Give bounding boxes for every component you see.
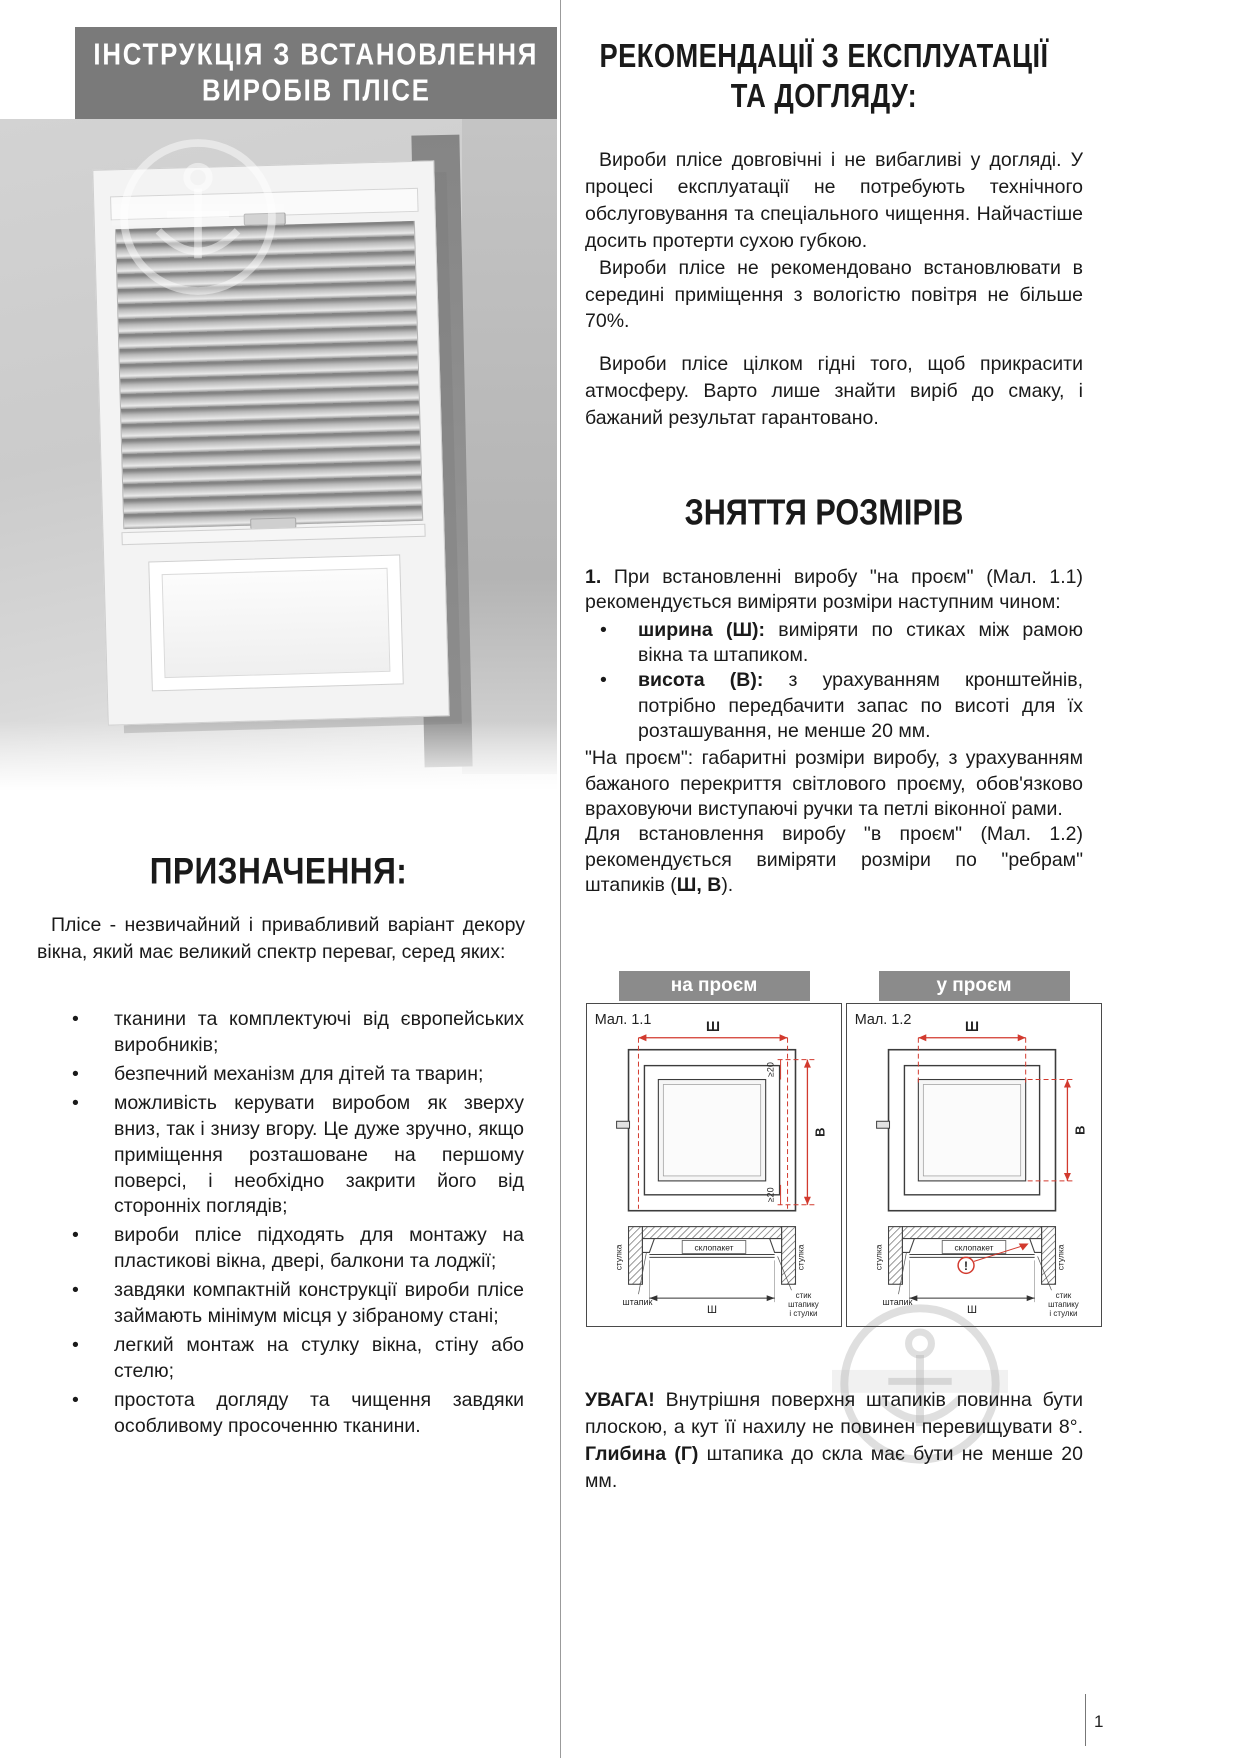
dim-width-bottom-label: Ш: [707, 1304, 718, 1317]
purpose-item: [72, 1007, 524, 1059]
depth-term: Глибина (Г): [585, 1442, 699, 1465]
purpose-intro: Плісе - незвичайний і привабливий варіант декору вікна, який має великий спектр переваг, серед яких:: [37, 914, 525, 963]
joint-label: штапику: [788, 1300, 819, 1310]
width-definition: виміряти по стиках між рамою вікна та штапиком.: [638, 618, 1084, 667]
footer-divider: [1085, 1694, 1086, 1746]
attention-text-1: Внутрішня поверхня штапиків повинна бути плоскою, а кут її нахилу не повинен перевищувати 8°.: [585, 1389, 1083, 1438]
banner-title-line1: ІНСТРУКЦІЯ З ВСТАНОВЛЕННЯ: [93, 37, 539, 71]
bullet-marker: •: [600, 618, 607, 641]
min20-label: ≥20: [765, 1062, 776, 1078]
bullet-marker: •: [72, 1279, 79, 1302]
care-paragraph-3: Вироби плісе цілком гідні того, щоб прикрасити атмосферу. Варто лише знайти виріб до смаку, і бажаний результат гарантовано.: [585, 353, 1083, 430]
purpose-item: [72, 1278, 524, 1330]
purpose-list: [72, 1007, 524, 1443]
window-diagram-fig2: [847, 1004, 1101, 1326]
glazing-label: склопакет: [954, 1242, 994, 1253]
min20-label: ≥20: [765, 1187, 776, 1203]
figure-caption: Мал. 1.2: [854, 1011, 912, 1028]
measuring-block: [585, 565, 1083, 898]
bullet-marker: •: [72, 1062, 79, 1085]
care-title-line2: ТА ДОГЛЯДУ:: [730, 76, 918, 115]
sash-label: стулка: [873, 1244, 884, 1271]
bullet-marker: •: [72, 1388, 79, 1411]
joint-label: стик: [795, 1291, 812, 1301]
attention-paragraph: [585, 1387, 1083, 1495]
bullet-marker: •: [72, 1008, 79, 1030]
left-banner: [75, 27, 557, 119]
banner-title-line2: ВИРОБІВ ПЛІСЕ: [201, 73, 431, 108]
figure-caption: Мал. 1.1: [594, 1011, 652, 1028]
measuring-intro-text: При встановленні виробу "на проєм" (Мал. 1.1) рекомендується виміряти розміри наступним чином:: [585, 566, 1083, 614]
figure-1-box: [586, 1003, 842, 1327]
wall-corner-shade: [462, 119, 557, 774]
window-glass: [162, 568, 391, 678]
measuring-item: [585, 618, 1083, 669]
dim-width-label: Ш: [965, 1017, 980, 1034]
sash-label: стулка: [613, 1244, 624, 1271]
measuring-p2-pre: Для встановлення виробу "в проєм" (Мал. 1.2) рекомендується виміряти розміри по "ребрам" штапиків (: [585, 823, 1083, 897]
measuring-list: [585, 618, 1083, 745]
dim-width-label: Ш: [706, 1017, 720, 1034]
measuring-p2-post: ).: [721, 874, 734, 897]
dim-height-label: В: [812, 1127, 828, 1137]
measuring-p2-dims: Ш, В: [676, 874, 722, 897]
height-definition: з урахуванням кронштейнів, потрібно передбачити запас по висоті для їх розташування, не менше 20 мм.: [638, 669, 1083, 743]
page-number: 1: [1094, 1712, 1104, 1731]
brand-watermark-icon: [112, 131, 284, 303]
care-paragraph-2: Вироби плісе не рекомендовано встановлювати в середині приміщення з вологістю повітря не більше 70%.: [585, 256, 1083, 333]
purpose-item-text: тканини та комплектуючі від європейських виробників;: [114, 1008, 524, 1056]
attention-label: УВАГА!: [585, 1389, 655, 1411]
care-paragraph-1: Вироби плісе довговічні і не вибагливі у догляді. У процесі експлуатації не потребують технічного обслуговування та спеціального чищення. Найчастіше досить протерти сухою губкою.: [585, 149, 1083, 252]
bullet-marker: •: [72, 1224, 79, 1247]
purpose-item-text: можливість керувати виробом як зверху вниз, так і знизу вгору. Це дуже зручно, якщо приміщення розташоване на першому поверсі, і необхідно закрити його від сторонніх поглядів;: [114, 1091, 524, 1218]
purpose-title: ПРИЗНАЧЕННЯ:: [149, 849, 408, 892]
joint-label: і стулки: [1049, 1309, 1078, 1319]
joint-label: штапику: [1048, 1300, 1079, 1310]
figure-1-panel: [586, 971, 842, 1327]
care-text-block: [585, 147, 1083, 432]
window-illustration: [0, 119, 557, 791]
sash-label: стулка: [795, 1244, 806, 1271]
care-title-line1: РЕКОМЕНДАЦІЇ З ЕКСПЛУАТАЦІЇ: [599, 36, 1049, 75]
purpose-item-text: простота догляду та чищення завдяки особливому просоченню тканини.: [114, 1388, 524, 1437]
attention-text-2: штапика до скла має бути не менше 20 мм.: [585, 1442, 1083, 1492]
bullet-marker: •: [72, 1334, 79, 1357]
alert-mark: !: [964, 1258, 969, 1273]
measuring-item-text: [638, 618, 1083, 669]
figures-row: [586, 971, 1102, 1327]
figure-2-panel: [846, 971, 1102, 1327]
purpose-item-text: безпечний механізм для дітей та тварин;: [114, 1062, 484, 1085]
purpose-item: [72, 1062, 524, 1088]
height-term: висота (В):: [638, 669, 764, 692]
joint-label: стик: [1055, 1291, 1072, 1301]
joint-label: і стулки: [789, 1309, 818, 1319]
measuring-paragraph-2: [585, 822, 1083, 898]
bead-label: штапик: [882, 1297, 913, 1308]
care-title: [563, 36, 1085, 115]
purpose-item: [72, 1091, 524, 1221]
anchor-logo-icon: [112, 131, 284, 303]
measuring-paragraph-1: "На проєм": габаритні розміри виробу, з урахуванням бажаного перекриття світлового проєму, обов'язково враховуючи виступаючі ручки та петлі віконної рами.: [585, 747, 1083, 821]
bullet-marker: •: [72, 1091, 79, 1114]
bead-label: штапик: [622, 1297, 653, 1308]
figure-2-box: [846, 1003, 1102, 1327]
window-sash: [148, 554, 404, 691]
measuring-title: ЗНЯТТЯ РОЗМІРІВ: [684, 492, 964, 534]
dim-height-label: В: [1072, 1125, 1088, 1135]
measuring-intro-number: 1.: [585, 566, 602, 588]
purpose-item-text: вироби плісе підходять для монтажу на пластикові вікна, двері, балкони та лоджії;: [114, 1224, 524, 1273]
column-divider: [560, 0, 561, 1758]
sash-label: стулка: [1055, 1244, 1066, 1271]
purpose-item: [72, 1333, 524, 1385]
measuring-item-text: [638, 668, 1083, 744]
purpose-item-text: легкий монтаж на стулку вікна, стіну або стелю;: [114, 1334, 524, 1382]
figure-2-header: у проєм: [879, 971, 1070, 1001]
purpose-item: [72, 1388, 524, 1440]
figure-1-header: на проєм: [619, 971, 810, 1001]
measuring-intro: [585, 565, 1083, 616]
glazing-label: склопакет: [694, 1242, 734, 1253]
bullet-marker: •: [600, 669, 607, 692]
window-diagram-fig1: [587, 1004, 841, 1326]
purpose-item-text: завдяки компактній конструкції вироби плісе займають мінімум місця у зібраному стані;: [114, 1279, 524, 1328]
width-term: ширина (Ш):: [638, 618, 766, 641]
purpose-item: [72, 1223, 524, 1275]
dim-width-bottom-label: Ш: [967, 1304, 978, 1317]
measuring-item: [585, 668, 1083, 744]
